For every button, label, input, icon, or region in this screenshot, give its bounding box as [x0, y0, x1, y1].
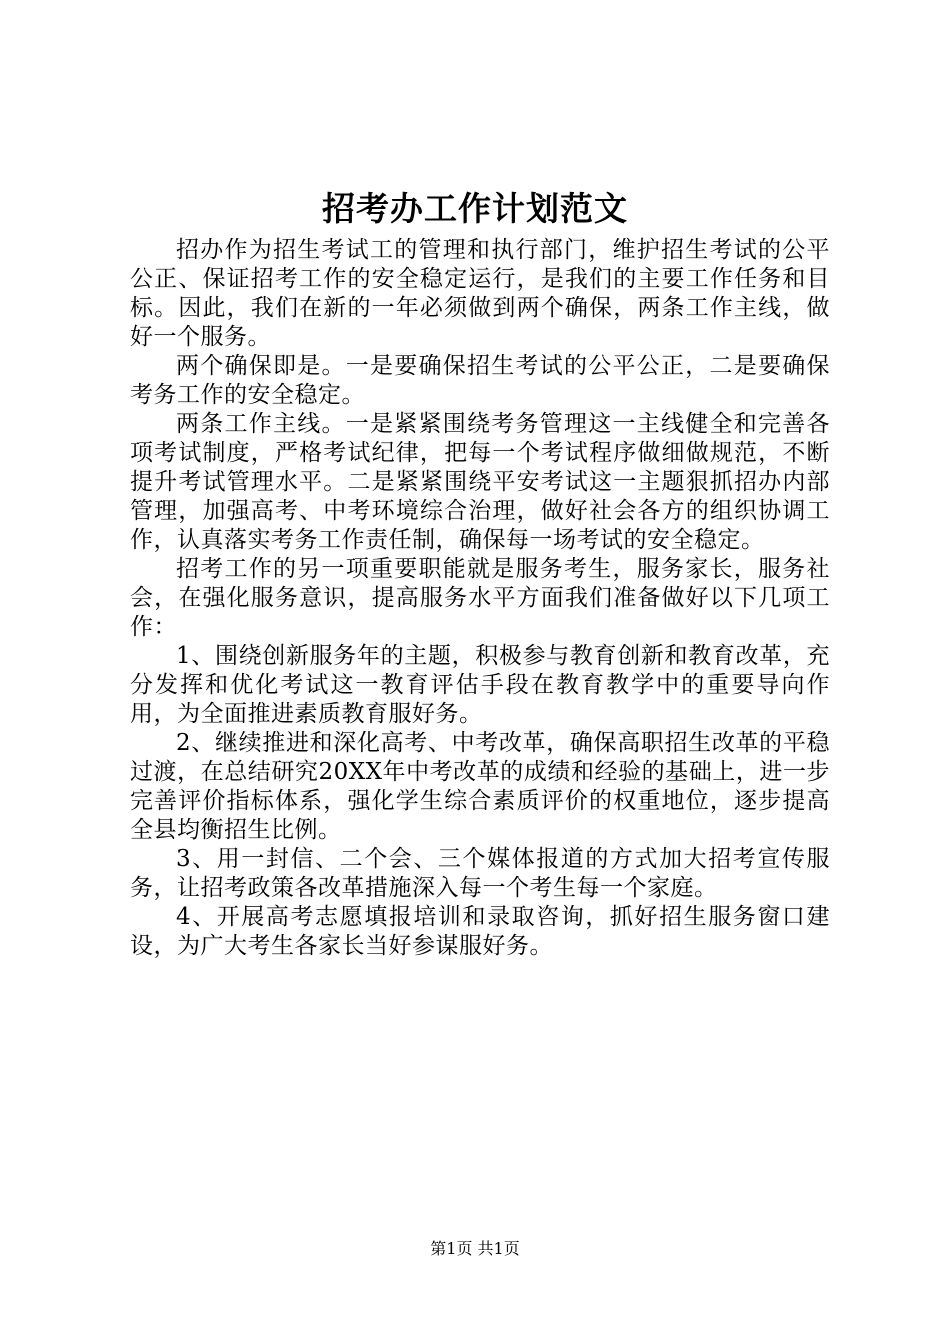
paragraph-intro: 招办作为招生考试工的管理和执行部门，维护招生考试的公平公正、保证招考工作的安全稳定运行，是我们的主要工作任务和目标。因此，我们在新的一年必须做到两个确保，两条工作主线，做好一个服务。 [130, 237, 830, 350]
page-footer: 第1页 共1页 [430, 1239, 520, 1258]
paragraph-item-2: 2、继续推进和深化高考、中考改革，确保高职招生改革的平稳过渡，在总结研究20XX年中考改革的成绩和经验的基础上，进一步完善评价指标体系，强化学生综合素质评价的权重地位，逐步提高全县均衡招生比例。 [130, 730, 830, 843]
paragraph-item-3: 3、用一封信、二个会、三个媒体报道的方式加大招考宣传服务，让招考政策各改革措施深入每一个考生每一个家庭。 [130, 846, 830, 901]
paragraph-item-1: 1、围绕创新服务年的主题，积极参与教育创新和教育改革，充分发挥和优化考试这一教育评估手段在教育教学中的重要导向作用，为全面推进素质教育服好务。 [130, 643, 830, 727]
paragraph-service: 招考工作的另一项重要职能就是服务考生，服务家长，服务社会，在强化服务意识，提高服务水平方面我们准备做好以下几项工作： [130, 556, 830, 640]
document-body [130, 236, 830, 961]
paragraph-two-main-lines: 两条工作主线。一是紧紧围绕考务管理这一主线健全和完善各项考试制度，严格考试纪律，把每一个考试程序做细做规范，不断提升考试管理水平。二是紧紧围绕平安考试这一主题狠抓招办内部管理，加强高考、中考环境综合治理，做好社会各方的组织协调工作，认真落实考务工作责任制，确保每一场考试的安全稳定。 [130, 411, 830, 553]
paragraph-two-guarantees: 两个确保即是。一是要确保招生考试的公平公正，二是要确保考务工作的安全稳定。 [130, 353, 830, 408]
document-title: 招考办工作计划范文 [322, 189, 628, 228]
paragraph-item-4: 4、开展高考志愿填报培训和录取咨询，抓好招生服务窗口建设，为广大考生各家长当好参谋服好务。 [130, 904, 830, 959]
